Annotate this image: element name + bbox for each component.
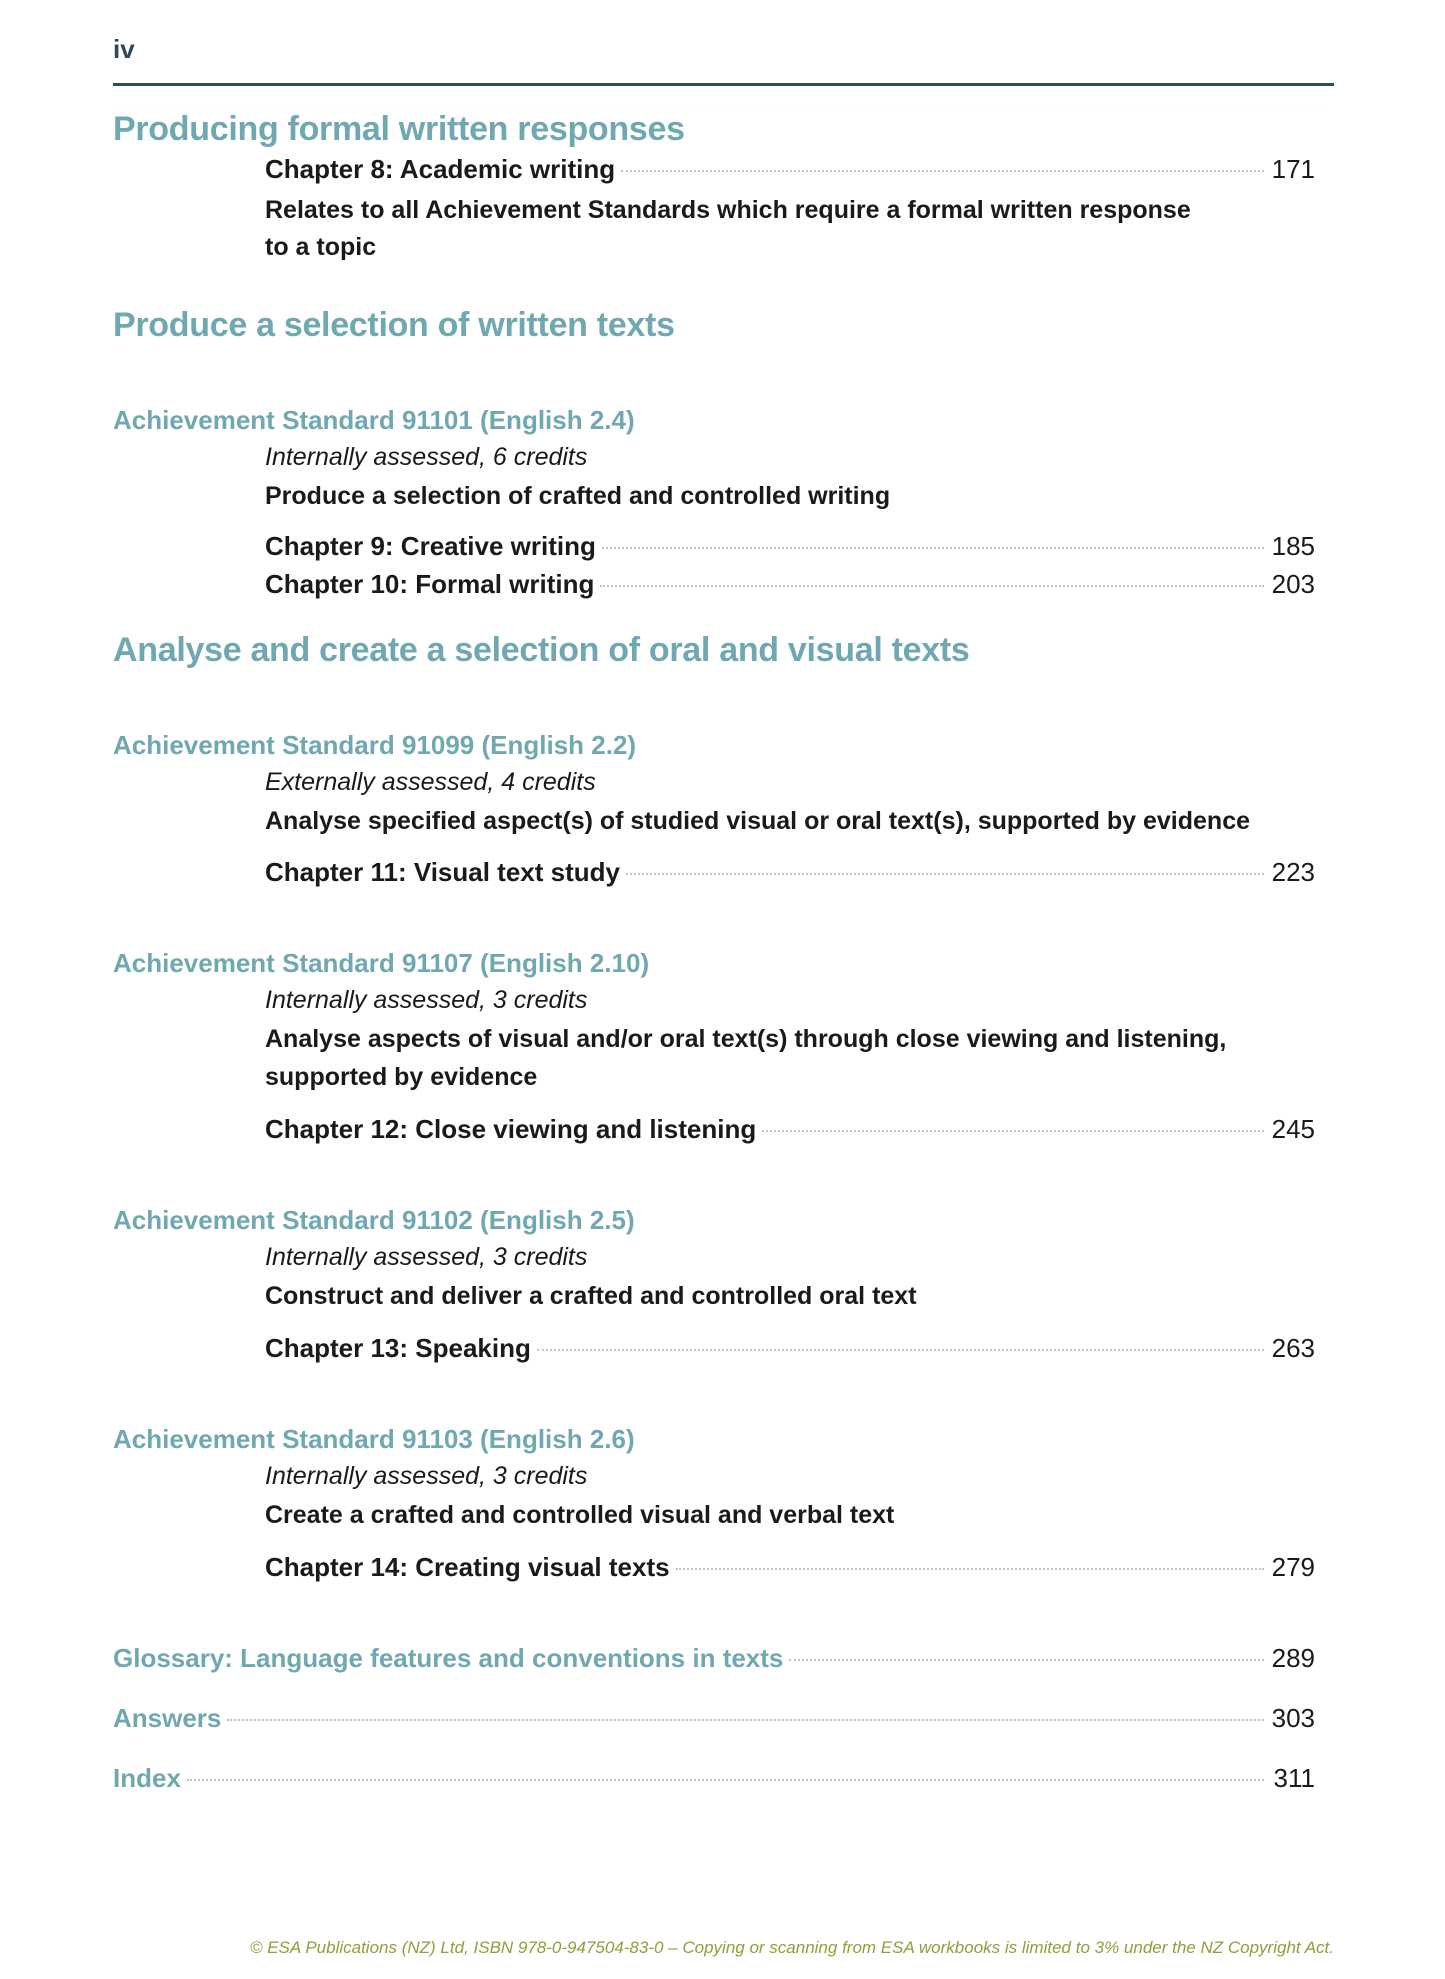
assessment-info: Internally assessed, 3 credits [265,1243,588,1271]
assessment-info: Internally assessed, 6 credits [265,443,588,471]
leader-dots [602,547,1264,549]
leader-dots [227,1719,1264,1721]
toc-label: Chapter 10: Formal writing [265,569,595,599]
assessment-info: Internally assessed, 3 credits [265,1462,588,1490]
toc-label: Chapter 12: Close viewing and listening [265,1114,757,1144]
toc-label: Index [113,1763,181,1793]
toc-label: Chapter 14: Creating visual texts [265,1552,670,1582]
standard-heading: Achievement Standard 91107 (English 2.10) [113,948,650,978]
toc-page: 245 [1271,1114,1315,1144]
toc-entry-chapter-14[interactable] [265,1552,1315,1588]
standard-description: Analyse aspects of visual and/or oral text(s) through close viewing and listening, [265,1025,1227,1053]
toc-page: 279 [1271,1552,1315,1582]
leader-dots [789,1659,1264,1661]
toc-page: 171 [1271,154,1315,184]
standard-heading: Achievement Standard 91099 (English 2.2) [113,730,637,760]
standard-heading: Achievement Standard 91101 (English 2.4) [113,405,635,435]
standard-description: Produce a selection of crafted and controlled writing [265,482,891,510]
toc-entry-index[interactable] [113,1763,1315,1799]
assessment-info: Externally assessed, 4 credits [265,768,596,796]
standard-description: supported by evidence [265,1063,538,1091]
toc-entry-glossary[interactable] [113,1643,1315,1679]
standard-heading: Achievement Standard 91103 (English 2.6) [113,1424,635,1454]
toc-entry-answers[interactable] [113,1703,1315,1739]
toc-page: 263 [1271,1333,1315,1363]
toc-page: 311 [1273,1763,1315,1793]
copyright-footer: © ESA Publications (NZ) Ltd, ISBN 978-0-947504-83-0 – Copying or scanning from ESA workbooks is limited to 3% under the NZ Copyright Act. [249,1938,1334,1957]
leader-dots [537,1349,1264,1351]
toc-entry-chapter-9[interactable] [265,531,1315,567]
description-line: to a topic [265,233,377,261]
toc-label: Chapter 13: Speaking [265,1333,531,1363]
leader-dots [626,873,1264,875]
toc-label: Chapter 9: Creative writing [265,531,596,561]
toc-page: 223 [1271,857,1315,887]
toc-label: Chapter 11: Visual text study [265,857,620,887]
toc-label: Answers [113,1703,222,1733]
leader-dots [621,170,1264,172]
section-heading-oral-visual: Analyse and create a selection of oral and visual texts [113,631,970,669]
description-line: Relates to all Achievement Standards which require a formal written response [265,196,1191,224]
toc-entry-chapter-12[interactable] [265,1114,1315,1150]
toc-page: 203 [1271,569,1315,599]
toc-page: 289 [1271,1643,1315,1673]
toc-entry-chapter-8[interactable] [265,154,1315,190]
standard-description: Analyse specified aspect(s) of studied visual or oral text(s), supported by evidence [265,807,1250,835]
leader-dots [676,1568,1264,1570]
toc-entry-chapter-11[interactable] [265,857,1315,893]
page-number: iv [113,34,135,64]
toc-page: 303 [1271,1703,1315,1733]
leader-dots [187,1779,1264,1781]
standard-description: Construct and deliver a crafted and controlled oral text [265,1282,917,1310]
leader-dots [600,585,1264,587]
assessment-info: Internally assessed, 3 credits [265,986,588,1014]
toc-page: 185 [1271,531,1315,561]
toc-entry-chapter-10[interactable] [265,569,1315,605]
header-rule [113,83,1334,86]
standard-heading: Achievement Standard 91102 (English 2.5) [113,1205,635,1235]
toc-label: Glossary: Language features and conventions in texts [113,1643,784,1673]
toc-label: Chapter 8: Academic writing [265,154,616,184]
section-heading-formal-responses: Producing formal written responses [113,110,685,148]
leader-dots [762,1130,1264,1132]
section-heading-written-texts: Produce a selection of written texts [113,306,675,344]
toc-entry-chapter-13[interactable] [265,1333,1315,1369]
standard-description: Create a crafted and controlled visual and verbal text [265,1501,895,1529]
